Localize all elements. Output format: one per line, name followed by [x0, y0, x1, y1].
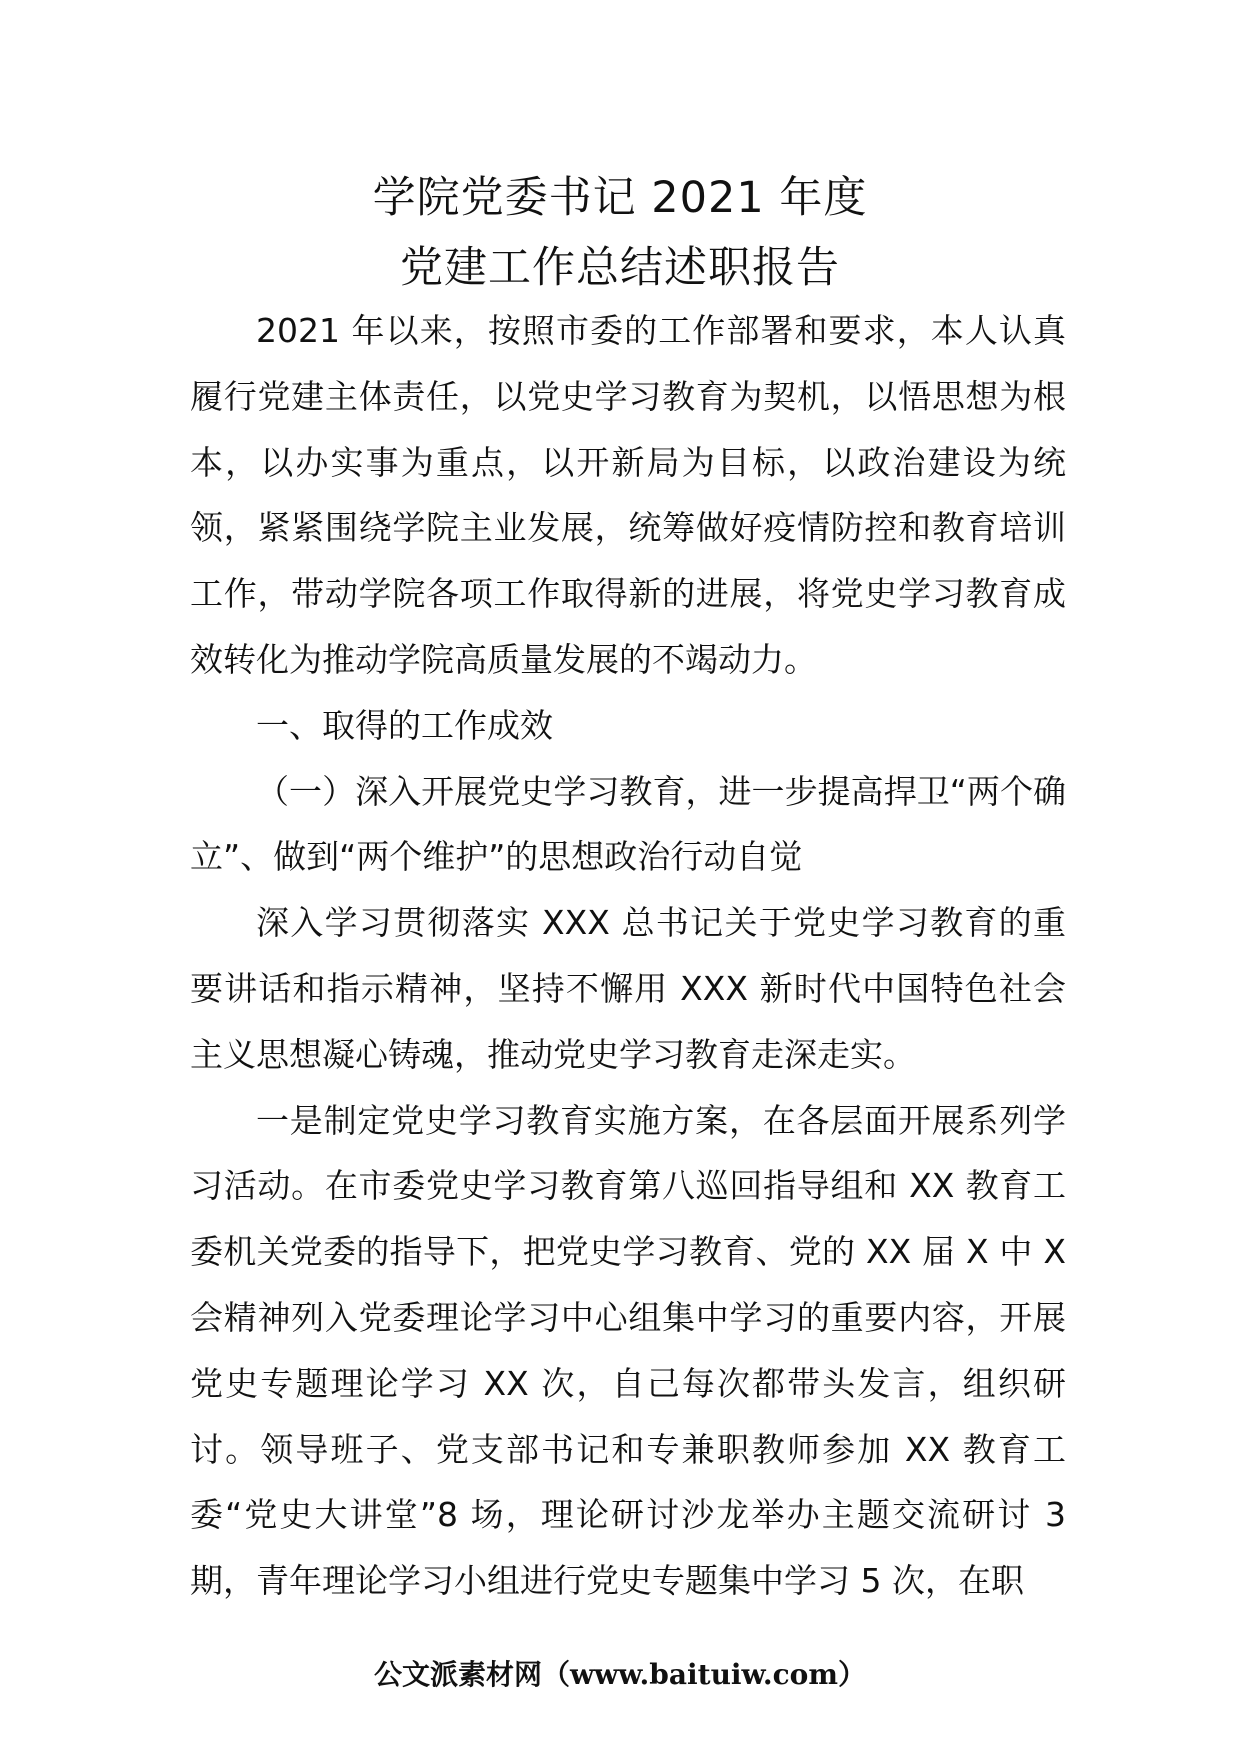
body-paragraph: 一是制定党史学习教育实施方案，在各层面开展系列学习活动。在市委党史学习教育第八巡回指导组和 XX 教育工委机关党委的指导下，把党史学习教育、党的 XX 届 X 中 X 会精神列入党委理论学习中心组集中学习的重要内容，开展党史专题理论学习 XX 次，自己每次都带头发言，组织研讨。领导班子、党支部书记和专兼职教师参加 XX 教育工委“党史大讲堂”8 场，理论研讨沙龙举办主题交流研讨 3 期，青年理论学习小组进行党史专题集中学习 5 次，在职: [190, 1100, 1066, 1601]
intro-paragraph: 2021 年以来，按照市委的工作部署和要求，本人认真履行党建主体责任，以党史学习教育为契机，以悟思想为根本，以办实事为重点，以开新局为目标，以政治建设为统领，紧紧围绕学院主业发展，统筹做好疫情防控和教育培训工作，带动学院各项工作取得新的进展，将党史学习教育成效转化为推动学院高质量发展的不竭动力。: [190, 311, 1066, 679]
title-line-1: 学院党委书记 2021 年度: [372, 173, 868, 223]
document-title: [0, 163, 1240, 303]
subsection-heading: （一）深入开展党史学习教育，进一步提高捍卫“两个确立”、做到“两个维护”的思想政治行动自觉: [190, 771, 1066, 877]
section-heading: 一、取得的工作成效: [256, 705, 553, 745]
title-line-2: 党建工作总结述职报告: [400, 243, 840, 293]
document-body: [190, 298, 1066, 1614]
footer-watermark: 公文派素材网（www.baituiw.com）: [374, 1658, 866, 1691]
body-paragraph: 深入学习贯彻落实 XXX 总书记关于党史学习教育的重要讲话和指示精神，坚持不懈用 XXX 新时代中国特色社会主义思想凝心铸魂，推动党史学习教育走深走实。: [190, 903, 1066, 1074]
